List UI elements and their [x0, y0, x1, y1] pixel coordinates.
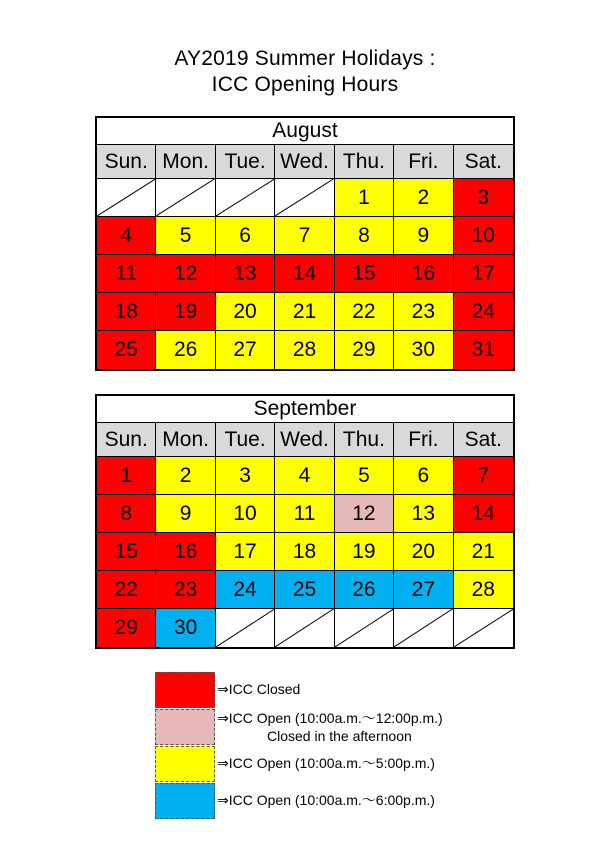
diagonal-slash-icon [454, 609, 513, 647]
day-cell: 13 [216, 255, 275, 293]
empty-day-cell [394, 609, 453, 647]
legend-sublabel: Closed in the afternoon [267, 728, 412, 744]
day-cell: 9 [394, 217, 453, 255]
day-cell: 1 [335, 179, 394, 217]
day-cell: 15 [97, 533, 156, 571]
legend-label: ⇒ICC Closed [217, 681, 301, 697]
day-cell: 4 [97, 217, 156, 255]
day-cell: 17 [216, 533, 275, 571]
day-cell: 5 [156, 217, 215, 255]
empty-day-cell [97, 179, 156, 217]
day-cell: 23 [156, 571, 215, 609]
day-cell: 6 [394, 457, 453, 495]
page-title-line2: ICC Opening Hours [211, 73, 399, 96]
day-cell: 9 [156, 495, 215, 533]
day-cell: 18 [97, 293, 156, 331]
day-cell: 8 [97, 495, 156, 533]
day-cell: 19 [156, 293, 215, 331]
weekday-header: Mon. [156, 423, 215, 457]
day-cell: 26 [156, 331, 215, 369]
day-cell: 6 [216, 217, 275, 255]
day-cell: 28 [275, 331, 334, 369]
page-title-line1: AY2019 Summer Holidays : [174, 47, 436, 70]
legend-swatch [155, 783, 215, 819]
month-title: August [97, 118, 513, 145]
legend-item-open-6pm [155, 783, 485, 819]
day-cell: 3 [216, 457, 275, 495]
legend-swatch [155, 672, 215, 708]
day-cell: 27 [394, 571, 453, 609]
day-cell: 27 [216, 331, 275, 369]
empty-day-cell [156, 179, 215, 217]
weekday-header: Thu. [335, 145, 394, 179]
day-cell: 26 [335, 571, 394, 609]
legend-item-open-5pm [155, 746, 485, 782]
weekday-header: Wed. [275, 423, 334, 457]
weekday-header: Sat. [454, 145, 513, 179]
diagonal-slash-icon [216, 179, 274, 216]
legend-swatch [155, 746, 215, 782]
day-cell: 22 [335, 293, 394, 331]
diagonal-slash-icon [394, 609, 452, 647]
empty-day-cell [454, 609, 513, 647]
empty-day-cell [216, 609, 275, 647]
diagonal-slash-icon [97, 179, 155, 216]
calendar-grid [97, 423, 513, 647]
day-cell: 7 [454, 457, 513, 495]
day-cell: 25 [275, 571, 334, 609]
day-cell: 8 [335, 217, 394, 255]
day-cell: 17 [454, 255, 513, 293]
day-cell: 2 [394, 179, 453, 217]
empty-day-cell [275, 179, 334, 217]
day-cell: 14 [454, 495, 513, 533]
day-cell: 12 [156, 255, 215, 293]
day-cell: 20 [216, 293, 275, 331]
weekday-header: Sun. [97, 423, 156, 457]
legend-item-morning-only [155, 709, 485, 745]
day-cell: 1 [97, 457, 156, 495]
day-cell: 24 [454, 293, 513, 331]
day-cell: 31 [454, 331, 513, 369]
day-cell: 12 [335, 495, 394, 533]
weekday-header: Sun. [97, 145, 156, 179]
diagonal-slash-icon [275, 179, 333, 216]
diagonal-slash-icon [156, 179, 214, 216]
day-cell: 2 [156, 457, 215, 495]
day-cell: 11 [275, 495, 334, 533]
legend-label: ⇒ICC Open (10:00a.m.～5:00p.m.) [217, 755, 435, 771]
day-cell: 24 [216, 571, 275, 609]
day-cell: 28 [454, 571, 513, 609]
day-cell: 29 [335, 331, 394, 369]
day-cell: 7 [275, 217, 334, 255]
weekday-header: Thu. [335, 423, 394, 457]
day-cell: 25 [97, 331, 156, 369]
day-cell: 4 [275, 457, 334, 495]
month-title: September [97, 396, 513, 423]
weekday-header: Fri. [394, 145, 453, 179]
day-cell: 19 [335, 533, 394, 571]
day-cell: 21 [275, 293, 334, 331]
day-cell: 16 [394, 255, 453, 293]
day-cell: 10 [454, 217, 513, 255]
day-cell: 21 [454, 533, 513, 571]
weekday-header: Wed. [275, 145, 334, 179]
weekday-header: Sat. [454, 423, 513, 457]
day-cell: 14 [275, 255, 334, 293]
weekday-header: Tue. [216, 423, 275, 457]
day-cell: 3 [454, 179, 513, 217]
legend-swatch [155, 709, 215, 745]
day-cell: 20 [394, 533, 453, 571]
day-cell: 18 [275, 533, 334, 571]
empty-day-cell [216, 179, 275, 217]
day-cell: 13 [394, 495, 453, 533]
calendar-september [95, 394, 515, 649]
weekday-header: Fri. [394, 423, 453, 457]
diagonal-slash-icon [275, 609, 333, 647]
day-cell: 29 [97, 609, 156, 647]
calendar-august [95, 116, 515, 371]
empty-day-cell [335, 609, 394, 647]
legend-label: ⇒ICC Open (10:00a.m.～12:00p.m.) [217, 710, 443, 726]
calendar-grid [97, 145, 513, 369]
day-cell: 30 [156, 609, 215, 647]
day-cell: 30 [394, 331, 453, 369]
diagonal-slash-icon [335, 609, 393, 647]
legend-label: ⇒ICC Open (10:00a.m.～6:00p.m.) [217, 792, 435, 808]
empty-day-cell [275, 609, 334, 647]
day-cell: 23 [394, 293, 453, 331]
day-cell: 10 [216, 495, 275, 533]
weekday-header: Mon. [156, 145, 215, 179]
day-cell: 22 [97, 571, 156, 609]
weekday-header: Tue. [216, 145, 275, 179]
day-cell: 5 [335, 457, 394, 495]
day-cell: 15 [335, 255, 394, 293]
day-cell: 16 [156, 533, 215, 571]
legend-item-closed [155, 672, 485, 708]
diagonal-slash-icon [216, 609, 274, 647]
day-cell: 11 [97, 255, 156, 293]
